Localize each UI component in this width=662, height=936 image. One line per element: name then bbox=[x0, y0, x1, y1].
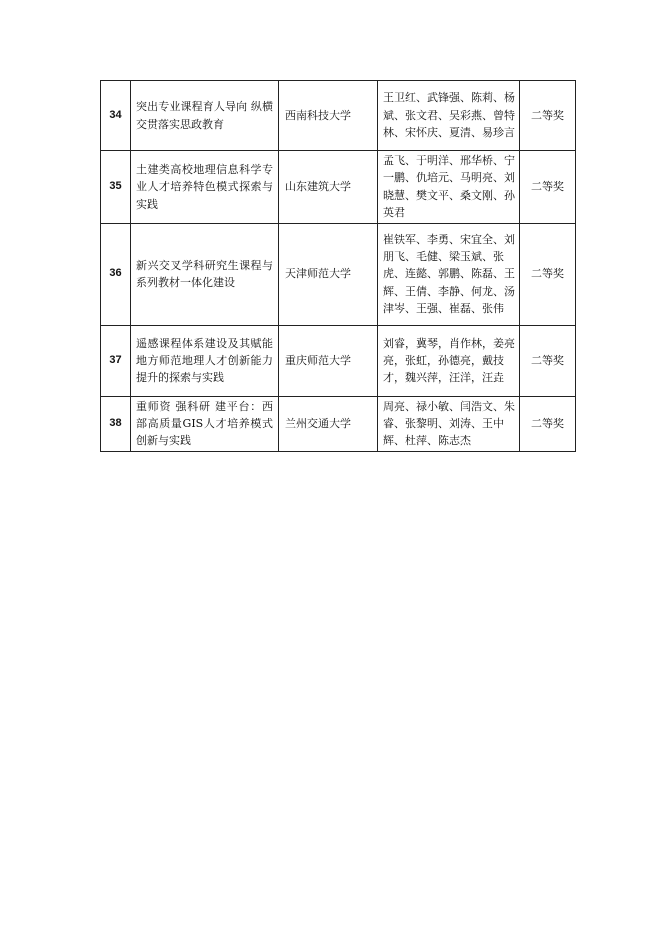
institution-name: 天津师范大学 bbox=[279, 223, 378, 325]
award-level: 二等奖 bbox=[520, 223, 576, 325]
table-row bbox=[101, 223, 576, 325]
table-row bbox=[101, 151, 576, 224]
table-row bbox=[101, 325, 576, 396]
table-row bbox=[101, 396, 576, 451]
team-members: 王卫红、武锋强、陈莉、杨斌、张文君、吴彩燕、曾特林、宋怀庆、夏清、易珍言 bbox=[378, 81, 520, 151]
project-title: 新兴交叉学科研究生课程与系列教材一体化建设 bbox=[131, 223, 279, 325]
team-members: 崔铁军、李勇、宋宜全、刘朋飞、毛健、梁玉斌、张虎、连懿、郭鹏、陈磊、王辉、王倩、李静、何龙、汤津岑、王强、崔磊、张伟 bbox=[378, 223, 520, 325]
team-members: 周亮、禄小敏、闫浩文、朱睿、张黎明、刘涛、王中辉、杜萍、陈志杰 bbox=[378, 396, 520, 451]
row-number: 37 bbox=[101, 325, 131, 396]
row-number: 38 bbox=[101, 396, 131, 451]
award-level: 二等奖 bbox=[520, 325, 576, 396]
award-level: 二等奖 bbox=[520, 151, 576, 224]
award-level: 二等奖 bbox=[520, 396, 576, 451]
table-row bbox=[101, 81, 576, 151]
team-members: 刘睿，冀琴，肖作林，姜亮亮，张虹，孙德亮，戴技才，魏兴萍，汪洋，汪垚 bbox=[378, 325, 520, 396]
row-number: 35 bbox=[101, 151, 131, 224]
project-title: 重师资 强科研 建平台：西部高质量GIS人才培养模式创新与实践 bbox=[131, 396, 279, 451]
award-table bbox=[100, 80, 576, 452]
project-title: 遥感课程体系建设及其赋能地方师范地理人才创新能力提升的探索与实践 bbox=[131, 325, 279, 396]
institution-name: 西南科技大学 bbox=[279, 81, 378, 151]
team-members: 孟飞、于明洋、邢华桥、宁一鹏、仇培元、马明亮、刘晓慧、樊文平、桑文刚、孙英君 bbox=[378, 151, 520, 224]
project-title: 突出专业课程育人导向 纵横交贯落实思政教育 bbox=[131, 81, 279, 151]
row-number: 34 bbox=[101, 81, 131, 151]
award-level: 二等奖 bbox=[520, 81, 576, 151]
institution-name: 山东建筑大学 bbox=[279, 151, 378, 224]
project-title: 土建类高校地理信息科学专业人才培养特色模式探索与实践 bbox=[131, 151, 279, 224]
institution-name: 兰州交通大学 bbox=[279, 396, 378, 451]
row-number: 36 bbox=[101, 223, 131, 325]
institution-name: 重庆师范大学 bbox=[279, 325, 378, 396]
